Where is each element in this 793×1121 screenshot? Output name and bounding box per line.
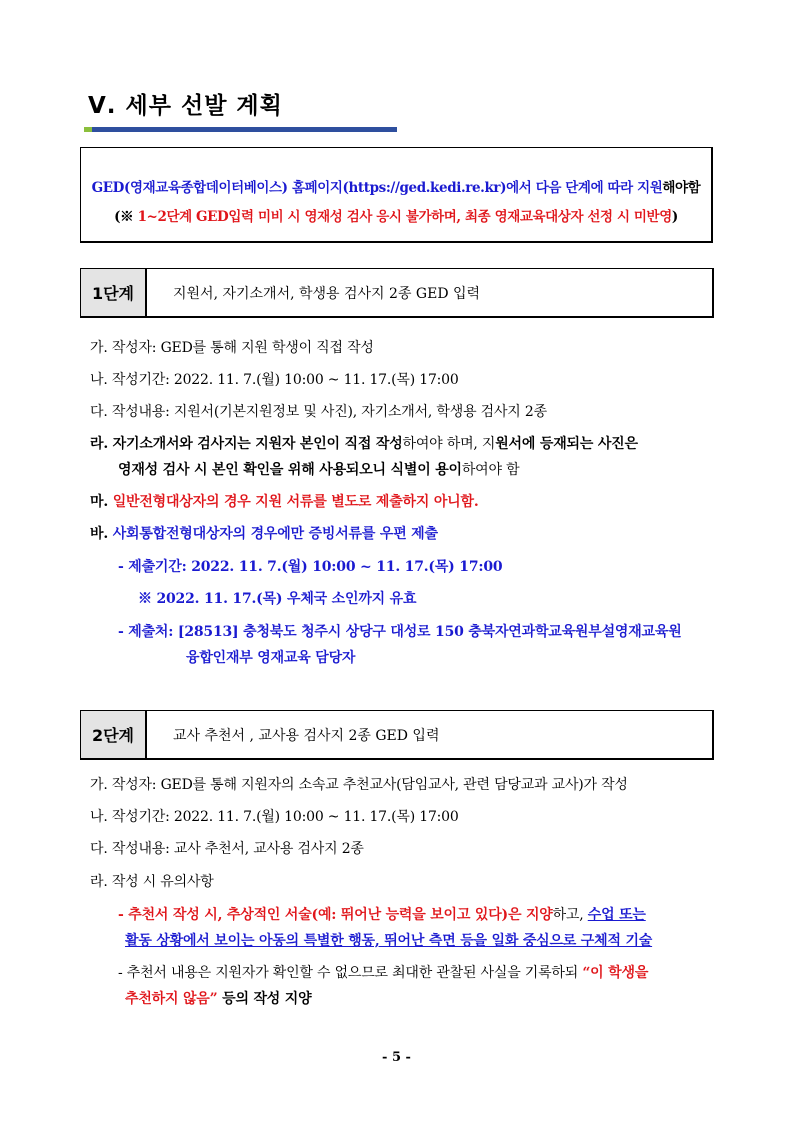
item-text: 일반전형대상자의 경우 지원 서류를 별도로 제출하지 아니함. xyxy=(112,494,479,510)
title-rule xyxy=(92,127,397,132)
item-text: 하여야 하며, 지 xyxy=(402,436,496,452)
notice-text: )에서 다음 단계에 따라 지원 xyxy=(500,180,663,196)
step1-item-da: 다. 작성내용: 지원서(기본지원정보 및 사진), 자기소개서, 학생용 검사지 2종 xyxy=(90,404,547,420)
step2-title: 교사 추천서 , 교사용 검사지 2종 GED 입력 xyxy=(173,727,440,744)
step1-item-na: 나. 작성기간: 2022. 11. 7.(월) 10:00 ~ 11. 17.(목) 17:00 xyxy=(90,372,459,388)
step1-header xyxy=(80,268,714,318)
step1-item-ra-2 xyxy=(118,459,519,479)
step2-header xyxy=(80,710,714,760)
notice-text: 해야함 xyxy=(662,180,701,196)
item-text: 추천하지 않음” xyxy=(125,991,218,1007)
step2-item-da: 다. 작성내용: 교사 추천서, 교사용 검사지 2종 xyxy=(90,841,364,857)
step1-label: 1단계 xyxy=(81,269,147,316)
page-number: - 5 - xyxy=(382,1050,411,1065)
step1-sub-address: - 제출처: [28513] 충청북도 청주시 상당구 대성로 150 충북자연과학교육원부설영재교육원 xyxy=(118,624,682,640)
item-text: 등의 작성 지양 xyxy=(217,991,312,1007)
item-text: 하여야 함 xyxy=(461,462,520,478)
step1-item-ra-1 xyxy=(90,433,638,453)
step1-sub-address-2: 융합인재부 영재교육 담당자 xyxy=(186,650,356,666)
step1-item-ba xyxy=(90,523,438,543)
item-text: “이 학생을 xyxy=(582,965,649,981)
step1-item-ma xyxy=(90,491,479,511)
step2-item-ga: 가. 작성자: GED를 통해 지원자의 소속교 추천교사(담임교사, 관련 담당교과 교사)가 작성 xyxy=(90,777,628,793)
step2-sub-2 xyxy=(118,962,648,982)
item-text: 원서에 등재되는 사진은 xyxy=(495,436,638,452)
item-text: 라. 자기소개서와 검사지는 지원자 본인이 직접 작성 xyxy=(90,436,403,452)
step2-sub-1 xyxy=(118,904,646,924)
notice-paren: ) xyxy=(671,209,678,225)
item-text: 영재성 검사 시 본인 확인을 위해 사용되오니 식별이 용이 xyxy=(118,462,462,478)
step1-sub-period: - 제출기간: 2022. 11. 7.(월) 10:00 ~ 11. 17.(목) 17:00 xyxy=(118,559,503,575)
step1-title: 지원서, 자기소개서, 학생용 검사지 2종 GED 입력 xyxy=(173,285,481,302)
step1-item-ga: 가. 작성자: GED를 통해 지원 학생이 직접 작성 xyxy=(90,340,374,356)
step2-label: 2단계 xyxy=(81,711,147,758)
step2-sub-1-cont: 활동 상황에서 보이는 아동의 특별한 행동, 뛰어난 측면 등을 일화 중심으로 구체적 기술 xyxy=(125,933,653,949)
item-text: - 추천서 내용은 지원자가 확인할 수 없으므로 최대한 관찰된 사실을 기록하되 xyxy=(118,965,583,981)
step2-sub-2-cont xyxy=(125,988,311,1008)
notice-text: GED(영재교육종합데이터베이스) 홈페이지( xyxy=(91,180,349,196)
notice-line-1 xyxy=(81,176,711,196)
notice-warning: 1~2단계 GED입력 미비 시 영재성 검사 응시 불가하며, 최종 영재교육대상자 선정 시 미반영 xyxy=(137,209,672,225)
item-text: 수업 또는 xyxy=(587,907,646,923)
item-text: 하고, xyxy=(552,907,588,923)
notice-paren: ( xyxy=(114,209,121,225)
step1-sub-note: ※ 2022. 11. 17.(목) 우체국 소인까지 유효 xyxy=(138,591,417,607)
step2-item-na: 나. 작성기간: 2022. 11. 7.(월) 10:00 ~ 11. 17.(목) 17:00 xyxy=(90,809,459,825)
notice-box xyxy=(80,147,713,243)
item-prefix: 마. xyxy=(90,494,113,510)
section-title: Ⅴ. 세부 선발 계획 xyxy=(88,93,283,119)
notice-ref-mark: ※ xyxy=(120,209,138,225)
notice-line-2 xyxy=(81,205,711,225)
item-prefix: 바. xyxy=(90,526,113,542)
title-rule-accent xyxy=(84,127,92,132)
step2-item-ra: 라. 작성 시 유의사항 xyxy=(90,874,214,890)
ged-url[interactable]: https://ged.kedi.re.kr xyxy=(348,180,501,196)
item-text: 사회통합전형대상자의 경우에만 증빙서류를 우편 제출 xyxy=(112,526,438,542)
item-text: - 추천서 작성 시, 추상적인 서술(예: 뛰어난 능력을 보이고 있다)은 지양 xyxy=(118,907,553,923)
